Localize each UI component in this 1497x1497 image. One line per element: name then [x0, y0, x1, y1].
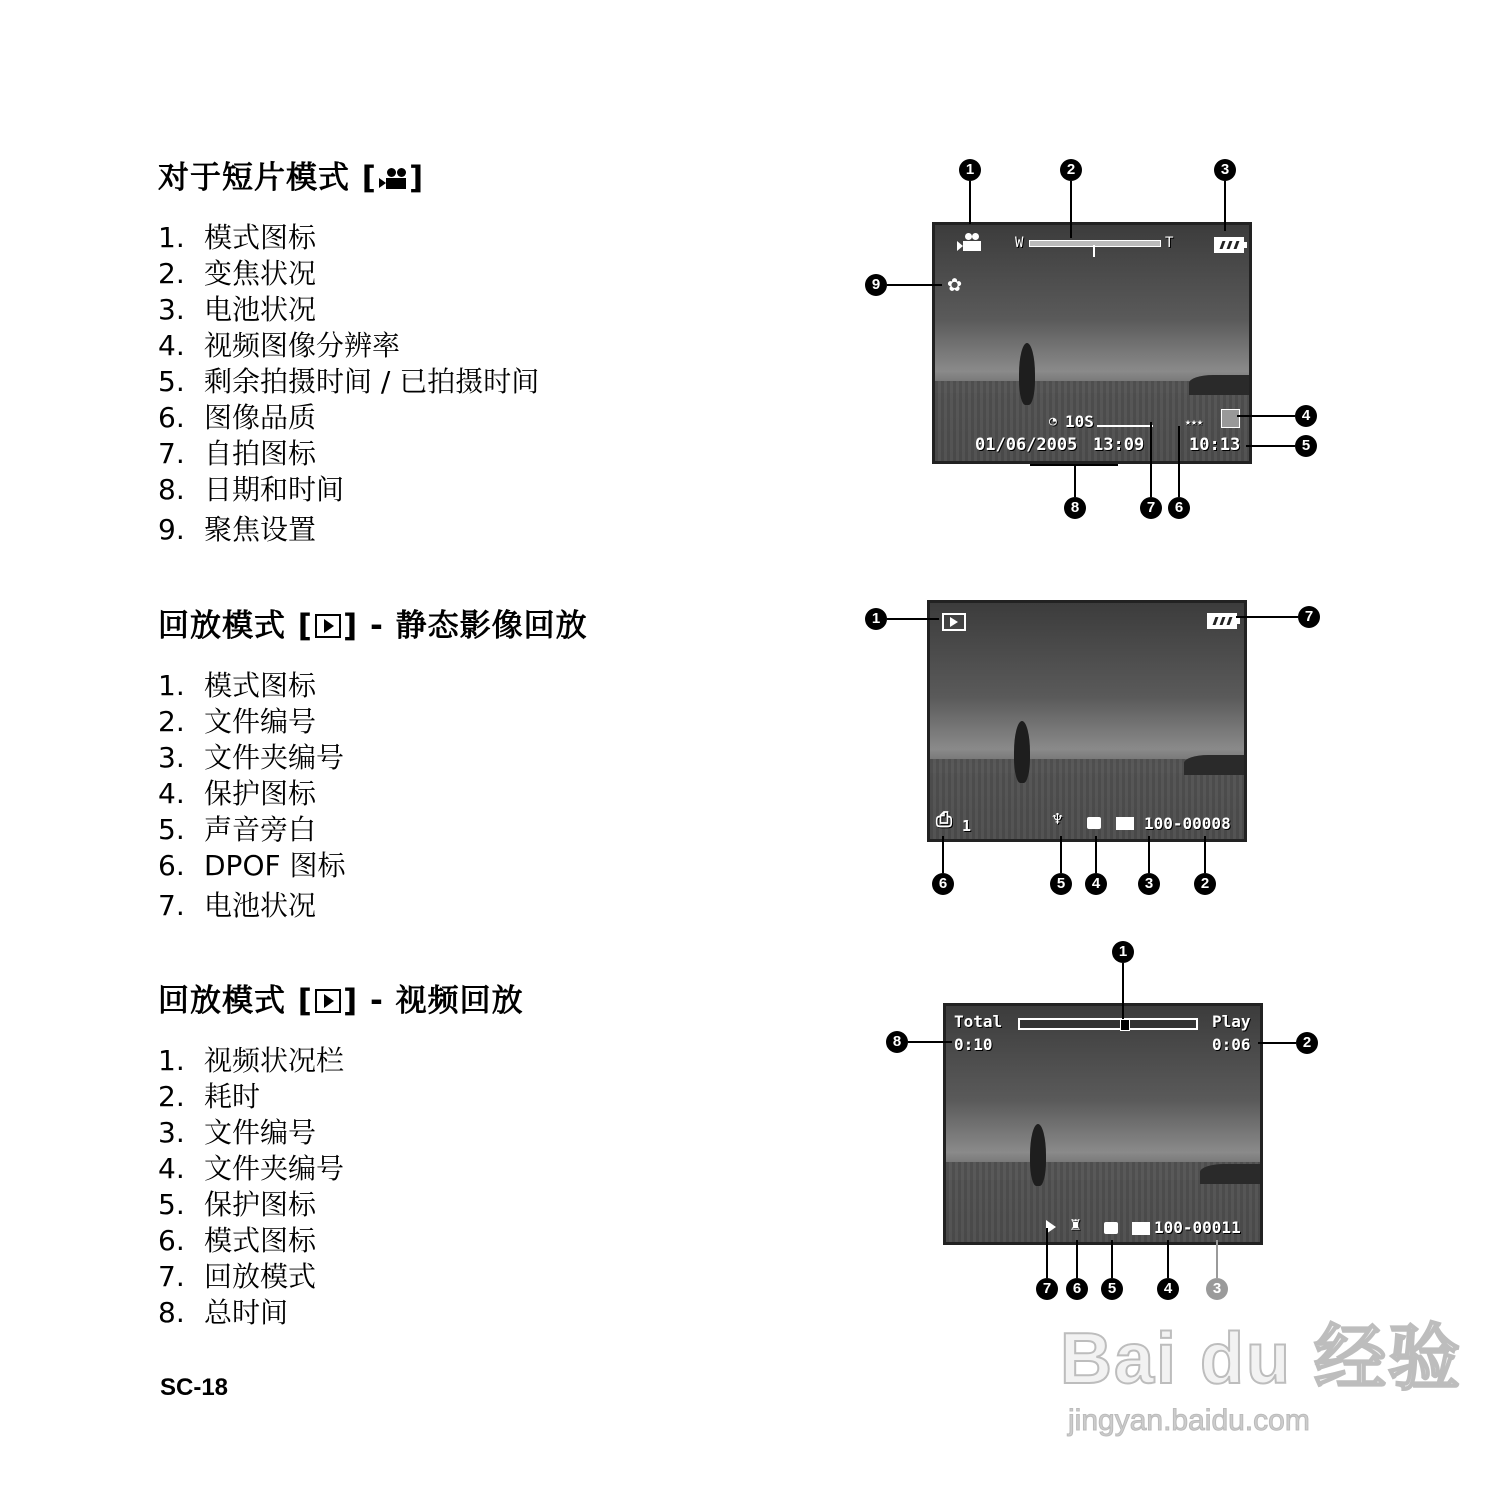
item-number: 7. [158, 437, 185, 470]
item-number: 8. [158, 1296, 185, 1329]
callout-3: 3 [1214, 159, 1236, 181]
list-item [158, 220, 539, 256]
tree [1030, 1124, 1046, 1186]
item-number: 7. [158, 1260, 185, 1293]
list-item [158, 1295, 344, 1331]
remaining-time: 10:13 [1189, 435, 1241, 455]
section1-list [158, 220, 539, 548]
callout-line [1258, 1042, 1296, 1044]
macro-focus-icon: ✿ [947, 275, 963, 296]
callout-line [1224, 181, 1226, 231]
item-text: 模式图标 [204, 221, 317, 254]
self-timer-icon: ◔ [1049, 414, 1057, 429]
play-mode-icon [942, 613, 966, 631]
item-text: 聚焦设置 [204, 513, 317, 546]
section3-title-text: 回放模式 [158, 983, 286, 1019]
baidu-watermark [1060, 1300, 1462, 1438]
callout-6: 6 [1168, 497, 1190, 519]
list-item [158, 436, 539, 472]
item-text: 视频图像分辨率 [204, 329, 401, 362]
item-number: 9. [158, 513, 185, 546]
list-item [158, 472, 539, 508]
section2-title-text: 回放模式 [158, 608, 286, 644]
dpof-icon: ⎙ [936, 807, 952, 831]
protect-icon [1104, 1222, 1118, 1234]
item-number: 7. [158, 889, 185, 922]
item-number: 2. [158, 257, 185, 290]
item-text: 模式图标 [204, 1224, 317, 1257]
callout-3: 3 [1138, 873, 1160, 895]
play-time: 0:06 [1212, 1035, 1251, 1054]
list-item [158, 1223, 344, 1259]
callout-7: 7 [1298, 606, 1320, 628]
item-number: 6. [158, 1224, 185, 1257]
item-number: 3. [158, 741, 185, 774]
callout-line [1178, 426, 1180, 497]
tree [1014, 721, 1030, 783]
item-text: 日期和时间 [204, 473, 345, 506]
movie-mode-screen [932, 222, 1252, 464]
callout-5: 5 [1295, 435, 1317, 457]
item-text: 文件夹编号 [204, 741, 345, 774]
page-number: SC-18 [160, 1374, 229, 1401]
callout-8: 8 [886, 1031, 908, 1053]
folder-icon [1116, 817, 1134, 830]
video-playback-screen [943, 1003, 1263, 1245]
callout-line [1111, 1240, 1113, 1278]
item-number: 2. [158, 705, 185, 738]
item-text: 文件夹编号 [204, 1152, 345, 1185]
bracket-open: [ [297, 608, 313, 644]
callout-4: 4 [1157, 1278, 1179, 1300]
callout-8: 8 [1064, 497, 1086, 519]
item-text: 保护图标 [204, 1188, 317, 1221]
callout-line [1167, 1240, 1169, 1278]
item-text: 总时间 [204, 1296, 289, 1329]
date-display: 01/06/2005 [975, 435, 1078, 455]
list-item [158, 888, 346, 924]
total-label: Total [954, 1012, 1003, 1031]
item-number: 1. [158, 1044, 185, 1077]
item-text: 声音旁白 [204, 813, 317, 846]
item-text: 耗时 [204, 1080, 261, 1113]
callout-2: 2 [1060, 159, 1082, 181]
list-item [158, 704, 346, 740]
item-number: 5. [158, 365, 185, 398]
watermark-brand: Bai du 经验 [1060, 1319, 1463, 1399]
callout-3: 3 [1206, 1278, 1228, 1300]
movie-mode-icon [957, 233, 983, 253]
item-text: 视频状况栏 [204, 1044, 345, 1077]
item-number: 8. [158, 473, 185, 506]
watermark-url: jingyan.baidu.com [1068, 1404, 1310, 1437]
callout-1: 1 [1112, 941, 1134, 963]
list-item [158, 740, 346, 776]
callout-7: 7 [1036, 1278, 1058, 1300]
callout-1: 1 [865, 608, 887, 630]
tree [1019, 343, 1035, 405]
section3-list [158, 1043, 344, 1331]
section1-title-text: 对于短片模式 [158, 160, 350, 196]
list-item [158, 256, 539, 292]
callout-line [1076, 1240, 1078, 1278]
item-text: 自拍图标 [204, 437, 317, 470]
callout-line [1216, 1240, 1218, 1278]
item-text: 剩余拍摄时间 / 已拍摄时间 [204, 365, 540, 398]
item-text: 文件编号 [204, 1116, 317, 1149]
item-text: 图像品质 [204, 401, 317, 434]
section2-title-suffix: - 静态影像回放 [369, 608, 588, 644]
callout-line [969, 181, 971, 224]
callout-line [1150, 422, 1152, 497]
item-number: 5. [158, 813, 185, 846]
item-text: 保护图标 [204, 777, 317, 810]
list-item [158, 1043, 344, 1079]
section3-title-suffix: - 视频回放 [369, 983, 524, 1019]
item-text: DPOF 图标 [204, 849, 346, 882]
list-item [158, 512, 539, 548]
section2-list [158, 668, 346, 924]
list-item [158, 848, 346, 884]
movie-mode-icon: ♜ [1070, 1214, 1081, 1235]
section1-title [158, 152, 424, 197]
callout-1: 1 [959, 159, 981, 181]
callout-line [887, 618, 939, 620]
bracket-close: ] [342, 608, 359, 644]
play-label: Play [1212, 1012, 1251, 1031]
bracket-open: [ [361, 160, 377, 196]
item-number: 6. [158, 401, 185, 434]
item-text: 电池状况 [204, 293, 317, 326]
item-number: 1. [158, 669, 185, 702]
section2-title [158, 600, 588, 645]
item-text: 电池状况 [204, 889, 317, 922]
callout-line [1046, 1228, 1048, 1278]
quality-stars: ★★★ [1185, 417, 1204, 428]
callout-line [1204, 836, 1206, 873]
item-number: 2. [158, 1080, 185, 1113]
play-box-icon [315, 614, 341, 638]
movie-camera-icon [379, 168, 407, 190]
callout-line [1095, 836, 1097, 873]
file-number: 100-00008 [1144, 814, 1231, 833]
list-item [158, 812, 346, 848]
resolution-icon [1221, 409, 1240, 428]
list-item [158, 1115, 344, 1151]
callout-line [1148, 836, 1150, 873]
tree-line [1189, 375, 1249, 395]
callout-line [942, 836, 944, 873]
callout-5: 5 [1101, 1278, 1123, 1300]
callout-line [1070, 181, 1072, 238]
folder-icon [1132, 1222, 1150, 1235]
video-status-bar [1018, 1018, 1198, 1030]
callout-line [1236, 616, 1298, 618]
item-number: 4. [158, 329, 185, 362]
time-display: 13:09 [1093, 435, 1145, 455]
callout-9: 9 [865, 274, 887, 296]
list-item [158, 1151, 344, 1187]
self-timer-value: 10S [1065, 412, 1094, 431]
list-item [158, 400, 539, 436]
zoom-w-label: W [1015, 235, 1024, 251]
callout-4: 4 [1085, 873, 1107, 895]
callout-line [1097, 425, 1153, 427]
item-text: 文件编号 [204, 705, 317, 738]
zoom-bar [1029, 240, 1161, 247]
bracket-close: ] [342, 983, 359, 1019]
list-item [158, 776, 346, 812]
callout-2: 2 [1296, 1032, 1318, 1054]
progress-knob[interactable] [1120, 1019, 1130, 1031]
callout-line [1246, 445, 1295, 447]
callout-6: 6 [932, 873, 954, 895]
item-number: 4. [158, 1152, 185, 1185]
item-number: 3. [158, 293, 185, 326]
item-number: 1. [158, 221, 185, 254]
item-number: 4. [158, 777, 185, 810]
zoom-indicator [1093, 245, 1095, 257]
section3-title [158, 975, 524, 1020]
list-item [158, 292, 539, 328]
callout-7: 7 [1140, 497, 1162, 519]
list-item [158, 668, 346, 704]
item-number: 6. [158, 849, 185, 882]
callout-line [908, 1041, 952, 1043]
item-text: 回放模式 [204, 1260, 317, 1293]
still-playback-screen [927, 600, 1247, 842]
list-item [158, 1259, 344, 1295]
item-text: 变焦状况 [204, 257, 317, 290]
callout-4: 4 [1295, 405, 1317, 427]
item-number: 3. [158, 1116, 185, 1149]
tree-line [1200, 1164, 1260, 1184]
item-text: 模式图标 [204, 669, 317, 702]
item-number: 5. [158, 1188, 185, 1221]
bracket-open: [ [297, 983, 313, 1019]
protect-icon [1087, 817, 1101, 829]
list-item [158, 364, 539, 400]
callout-line [1030, 464, 1118, 466]
bracket-close: ] [408, 160, 425, 196]
list-item [158, 328, 539, 364]
callout-2: 2 [1194, 873, 1216, 895]
tree-line [1184, 755, 1244, 775]
callout-line [1060, 836, 1062, 873]
total-time: 0:10 [954, 1035, 993, 1054]
callout-line [1122, 963, 1124, 1019]
list-item [158, 1079, 344, 1115]
voice-memo-icon: ♆ [1052, 809, 1063, 830]
dpof-count: 1 [962, 817, 972, 835]
battery-icon [1207, 613, 1237, 629]
callout-line [887, 284, 942, 286]
file-number: 100-00011 [1154, 1218, 1241, 1237]
list-item [158, 1187, 344, 1223]
callout-line [1237, 415, 1295, 417]
battery-icon [1214, 237, 1244, 253]
callout-6: 6 [1066, 1278, 1088, 1300]
play-box-icon [315, 989, 341, 1013]
zoom-t-label: T [1165, 235, 1174, 251]
callout-line [1074, 464, 1076, 497]
callout-5: 5 [1050, 873, 1072, 895]
